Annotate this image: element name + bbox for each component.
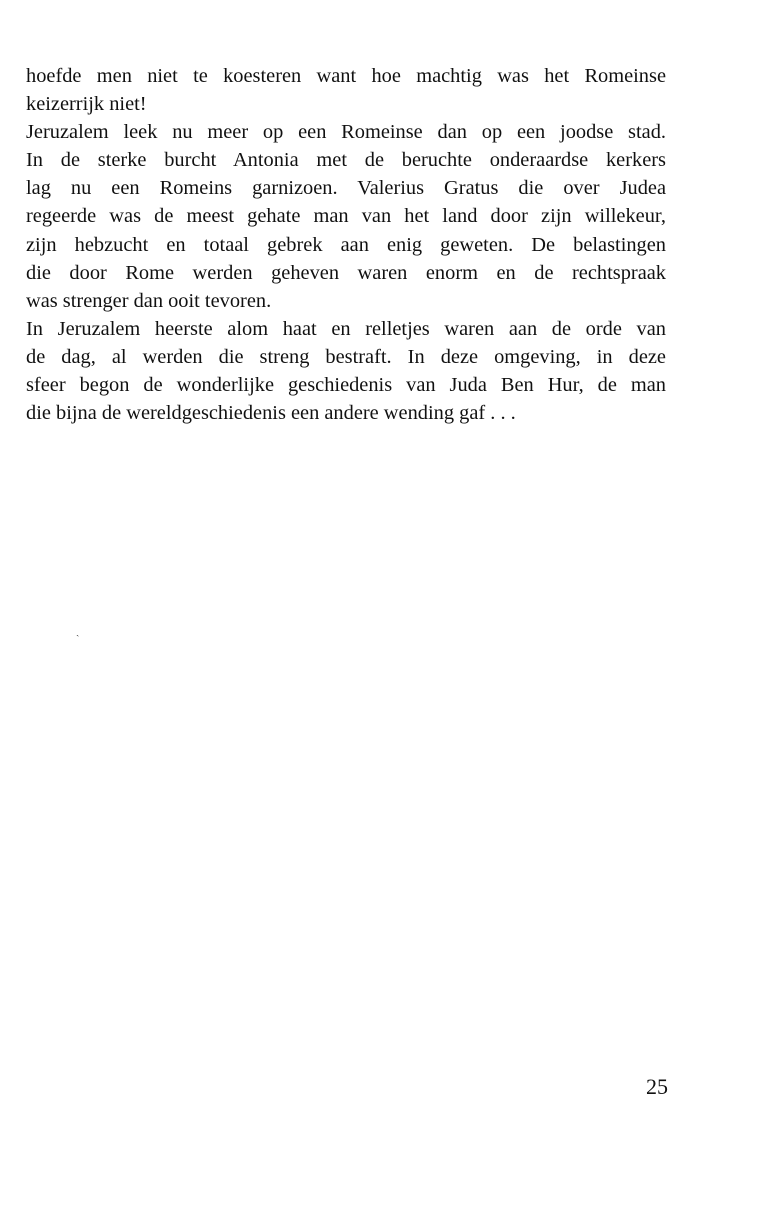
page-number: 25 <box>646 1074 668 1099</box>
text-line: Jeruzalem leek nu meer op een Romeinse dan op een joodse stad. <box>26 121 666 144</box>
stray-mark: ˎ <box>76 626 80 637</box>
text-line: regeerde was de meest gehate man van het land door zijn willekeur, <box>26 205 666 228</box>
text-line: keizerrijk niet! <box>26 93 147 116</box>
text-line: de dag, al werden die streng bestraft. In deze omgeving, in deze <box>26 345 666 368</box>
text-line: hoefde men niet te koesteren want hoe machtig was het Romeinse <box>26 65 666 87</box>
text-line: was strenger dan ooit tevoren. <box>26 289 272 312</box>
text-line: zijn hebzucht en totaal gebrek aan enig geweten. De belastingen <box>26 233 666 256</box>
text-line: In Jeruzalem heerste alom haat en relletjes waren aan de orde van <box>26 317 666 340</box>
text-line: In de sterke burcht Antonia met de beruchte onderaardse kerkers <box>26 149 666 172</box>
text-line: lag nu een Romeins garnizoen. Valerius Gratus die over Judea <box>26 177 666 200</box>
text-line: die bijna de wereldgeschiedenis een andere wending gaf . . . <box>26 402 516 425</box>
body-text <box>26 62 666 427</box>
text-line: die door Rome werden geheven waren enorm en de rechtspraak <box>26 261 666 284</box>
text-line: sfeer begon de wonderlijke geschiedenis van Juda Ben Hur, de man <box>26 374 666 397</box>
